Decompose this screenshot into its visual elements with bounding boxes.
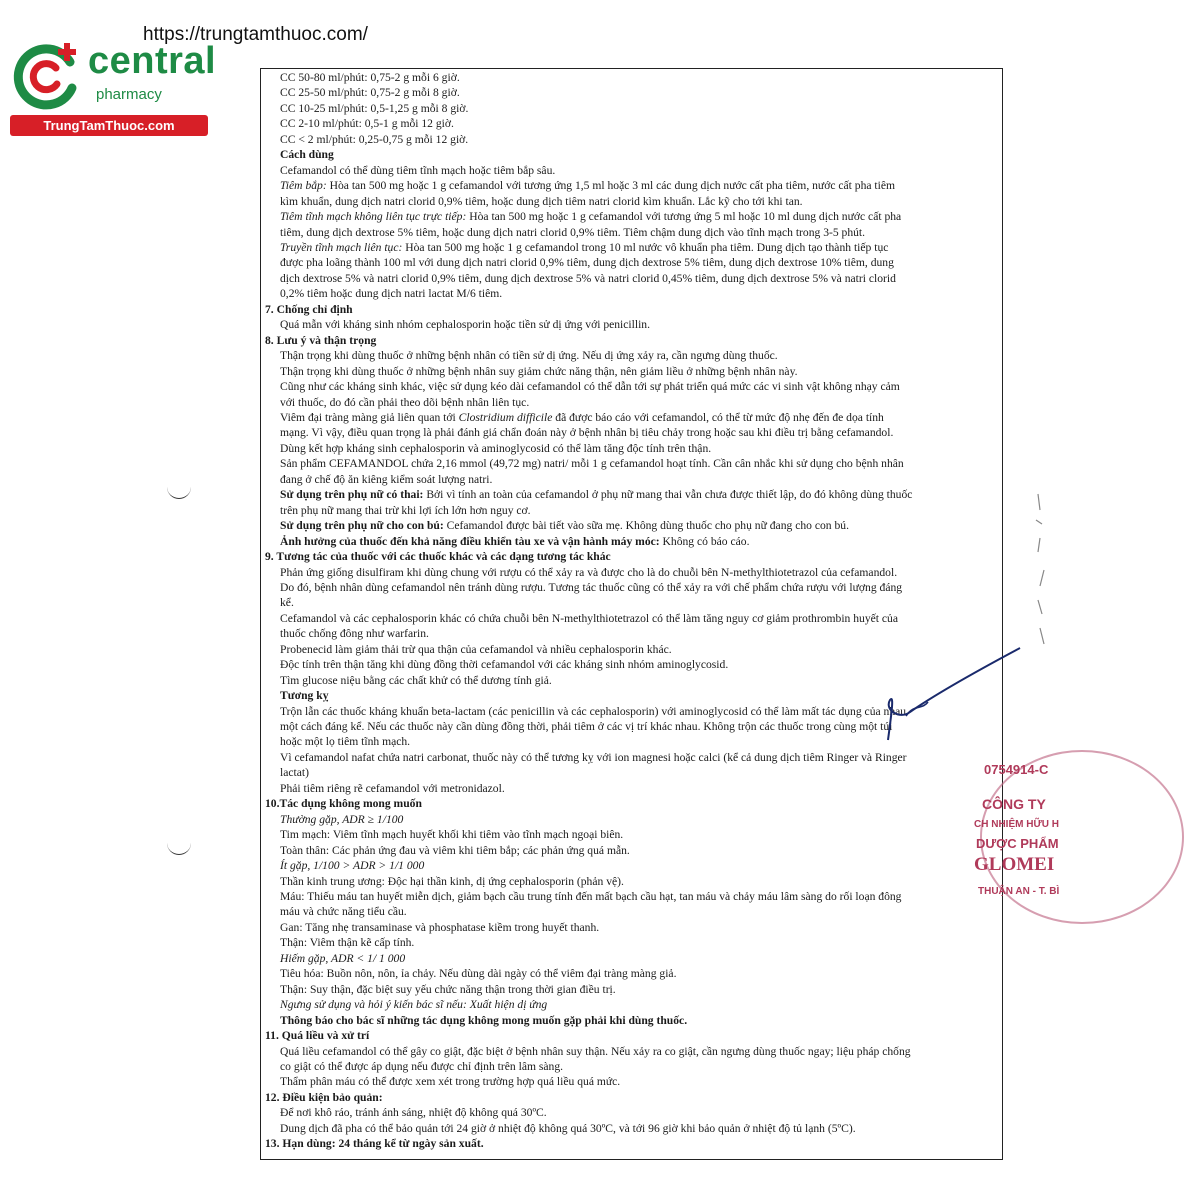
text-line: Phải tiêm riêng rẽ cefamandol với metronidazol. <box>280 781 505 795</box>
text-line: Sử dụng trên phụ nữ có thai: Bởi vì tính an toàn của cefamandol ở phụ nữ mang thai vẫn chưa được thiết lập, do đó không dùng thuốc <box>280 488 913 502</box>
text-line: CC 10-25 ml/phút: 0,5-1,25 g mỗi 8 giờ. <box>280 101 469 115</box>
text-line: mạng. Vì vậy, điều quan trọng là phải đánh giá chẩn đoán này ở bệnh nhân bị tiêu chảy trong hoặc sau khi điều trị bằng cefamandol. <box>280 426 894 440</box>
text-line: Thận trọng khi dùng thuốc ở những bệnh nhân suy giảm chức năng thận, nên giảm liều ở những bệnh nhân này. <box>280 364 798 378</box>
logo-brand-text: central <box>88 40 217 82</box>
stamp-line: DƯỢC PHẨM <box>976 836 1059 851</box>
text-line: dịch dextrose 5% và natri clorid 0,9% tiêm, dung dịch dextrose 5% và natri clorid 0,45% tiêm, dung dịch dextrose 5% và natri clorid <box>280 271 896 285</box>
text-line: Phản ứng giống disulfiram khi dùng chung với rượu có thể xảy ra và được cho là do chuỗi bên N-methylthiotetrazol của cefamandol. <box>280 565 898 579</box>
text-line: Viêm đại tràng màng giả liên quan tới Clostridium difficile đã được báo cáo với cefamandol, có thể từ mức độ nhẹ đến đe dọa tính <box>280 410 884 424</box>
frequency-label: Ít gặp, 1/100 > ADR > 1/1 000 <box>280 859 425 873</box>
text-line: máu và chức năng tiểu cầu. <box>280 905 407 919</box>
text-line: CC 2-10 ml/phút: 0,5-1 g mỗi 12 giờ. <box>280 117 454 131</box>
document-body <box>265 70 1001 1152</box>
text-line: Thẩm phân máu có thể được xem xét trong trường hợp quá liều quá mức. <box>280 1075 621 1089</box>
text-line: Quá liều cefamandol có thể gây co giật, đặc biệt ở bệnh nhân suy thận. Nếu xảy ra co giật, cần ngưng dùng thuốc ngay; liệu pháp chống <box>280 1044 911 1058</box>
subheading: Tương kỵ <box>280 689 329 703</box>
text-line: Cefamandol có thể dùng tiêm tĩnh mạch hoặc tiêm bắp sâu. <box>280 163 556 177</box>
text-line: Tim mạch: Viêm tĩnh mạch huyết khối khi tiêm vào tĩnh mạch ngoại biên. <box>280 828 624 842</box>
frequency-label: Thường gặp, ADR ≥ 1/100 <box>280 812 404 826</box>
text-line: Ngưng sử dụng và hỏi ý kiến bác sĩ nếu: Xuất hiện dị ứng <box>280 998 548 1012</box>
text-line: lactat) <box>280 766 309 780</box>
stamp-line: CÔNG TY <box>982 796 1046 812</box>
section-heading: 10.Tác dụng không mong muốn <box>265 797 422 811</box>
text-line: hoặc một lọ tiêm tĩnh mạch. <box>280 735 411 749</box>
company-stamp <box>970 740 1200 930</box>
text-line: trên phụ nữ mang thai trừ khi lợi ích lớn hơn nguy cơ. <box>280 503 531 517</box>
text-line: Thần kinh trung ương: Độc hại thần kinh, dị ứng cephalosporin (phản vệ). <box>280 874 624 888</box>
text-line: tiêm, dung dịch dextrose 5% tiêm, hoặc dung dịch natri clorid 0,9% tiêm. Tiêm chậm dung dịch vào tĩnh mạch trong 3-5 phút. <box>280 225 866 239</box>
text-line: Ảnh hưởng của thuốc đến khả năng điều khiển tàu xe và vận hành máy móc: Không có báo cáo. <box>280 534 750 548</box>
text-line: thuốc chống đông như warfarin. <box>280 627 429 641</box>
stamp-line: THUẬN AN - T. BÌ <box>978 886 1060 897</box>
text-line: được pha loãng thành 100 ml với dung dịch natri clorid 0,9% tiêm, dung dịch dextrose 5% tiêm, dung dịch dextrose 10% tiêm, dung <box>280 256 894 270</box>
text-line: với thuốc, do đó cần phải theo dõi bệnh nhân liên tục. <box>280 395 530 409</box>
section-heading: 11. Quá liều và xử trí <box>265 1029 370 1043</box>
text-line: Thận: Viêm thận kẽ cấp tính. <box>280 936 415 950</box>
text-line: co giật có thể được áp dụng nếu được chỉ định trên lâm sàng. <box>280 1060 564 1073</box>
stamp-line: CH NHIỆM HỮU H <box>974 819 1059 830</box>
text-line: Tiêm tĩnh mạch không liên tục trực tiếp: Hòa tan 500 mg hoặc 1 g cefamandol với tương ứng 5 ml hoặc 10 ml dung dịch nước cất pha <box>280 210 902 224</box>
text-line: Tiêu hóa: Buồn nôn, nôn, ỉa chảy. Nếu dùng dài ngày có thể viêm đại tràng màng giả. <box>280 967 677 981</box>
text-line: CC 50-80 ml/phút: 0,75-2 g mỗi 6 giờ. <box>280 71 460 84</box>
text-line: Gan: Tăng nhẹ transaminase và phosphatase kiềm trong huyết thanh. <box>280 920 600 934</box>
section-heading: 7. Chống chỉ định <box>265 302 353 316</box>
text-line: 0,2% tiêm hoặc dung dịch natri lactat M/6 tiêm. <box>280 287 503 301</box>
text-line: Dung dịch đã pha có thể bảo quản tới 24 giờ ở nhiệt độ không quá 30ºC, và tới 96 giờ khi bảo quản ở nhiệt độ tủ lạnh (5ºC). <box>280 1121 856 1135</box>
frequency-label: Hiếm gặp, ADR < 1/ 1 000 <box>280 951 406 965</box>
source-url[interactable]: https://trungtamthuoc.com/ <box>143 24 368 45</box>
binder-hole-mark <box>167 840 191 855</box>
text-line: Probenecid làm giảm thải trừ qua thận của cefamandol và nhiều cephalosporin khác. <box>280 642 672 656</box>
stamp-line: GLOMEI <box>974 854 1055 875</box>
signature-mark <box>870 640 1030 750</box>
text-line: đang ở chế độ ăn kiêng kiểm soát lượng natri. <box>280 472 493 486</box>
section-heading: 9. Tương tác của thuốc với các thuốc khác và các dạng tương tác khác <box>265 550 611 564</box>
text-line: Tìm glucose niệu bằng các chất khử có thể dương tính giả. <box>280 673 552 687</box>
text-line: Truyền tĩnh mạch liên tục: Hòa tan 500 mg hoặc 1 g cefamandol trong 10 ml nước vô khuẩn pha tiêm. Dung dịch tạo thành tiếp tục <box>280 240 889 254</box>
text-line: Thận trọng khi dùng thuốc ở những bệnh nhân có tiền sử dị ứng. Nếu dị ứng xảy ra, cần ngưng dùng thuốc. <box>280 349 778 363</box>
text-line: Độc tính trên thận tăng khi dùng đồng thời cefamandol với các kháng sinh nhóm aminoglycosid. <box>280 658 729 672</box>
text-line: kìm khuẩn, dung dịch natri clorid 0,9% tiêm, hoặc dung dịch tiêm natri clorid kìm khuẩn. Lắc kỹ cho tới khi tan. <box>280 194 803 208</box>
text-line: Máu: Thiếu máu tan huyết miễn dịch, giảm bạch cầu trung tính đến mất bạch cầu hạt, tan máu và chảy máu lâm sàng do rối loạn đông <box>280 890 902 904</box>
text-line: một cách đáng kể. Nếu các thuốc này cần dùng đồng thời, phải tiêm ở các vị trí khác nhau. Không trộn các thuốc trong cùng một túi <box>280 720 893 734</box>
text-line: Do đó, bệnh nhân dùng cefamandol nên tránh dùng rượu. Tương tác thuốc cũng có thể xảy ra với chế phẩm chứa rượu với lượng đáng <box>280 580 903 594</box>
logo-sub-text: pharmacy <box>96 86 162 103</box>
text-line: Sử dụng trên phụ nữ cho con bú: Cefamandol được bài tiết vào sữa mẹ. Không dùng thuốc cho phụ nữ đang cho con bú. <box>280 519 849 533</box>
text-line: Cefamandol và các cephalosporin khác có chứa chuỗi bên N-methylthiotetrazol có thể làm tăng nguy cơ giảm prothrombin huyết của <box>280 611 898 625</box>
subheading: Cách dùng <box>280 148 334 162</box>
text-line: Tiêm bắp: Hòa tan 500 mg hoặc 1 g cefamandol với tương ứng 1,5 ml hoặc 3 ml các dung dịch nước cất pha tiêm, nước cất pha tiêm <box>280 179 896 193</box>
section-heading: 8. Lưu ý và thận trọng <box>265 333 377 347</box>
text-line: CC 25-50 ml/phút: 0,75-2 g mỗi 8 giờ. <box>280 86 460 100</box>
section-heading: 13. Hạn dùng: 24 tháng kể từ ngày sản xuất. <box>265 1137 484 1151</box>
text-line: CC < 2 ml/phút: 0,25-0,75 g mỗi 12 giờ. <box>280 132 469 146</box>
text-line: Để nơi khô ráo, tránh ánh sáng, nhiệt độ không quá 30ºC. <box>280 1106 547 1120</box>
text-line: Vì cefamandol nafat chứa natri carbonat, thuốc này có thể tương kỵ với ion magnesi hoặc calci (kể cả dung dịch tiêm Ringer và Ringer <box>280 750 907 764</box>
edge-scan-marks <box>1028 490 1058 650</box>
pharmacy-cross-icon <box>10 38 86 114</box>
text-line: Toàn thân: Các phản ứng đau và viêm khi tiêm bắp; các phản ứng quá mẫn. <box>280 843 630 857</box>
text-line: Quá mẫn với kháng sinh nhóm cephalosporin hoặc tiền sử dị ứng với penicillin. <box>280 318 651 332</box>
section-heading: 12. Điều kiện bảo quản: <box>265 1090 383 1104</box>
text-line: Dùng kết hợp kháng sinh cephalosporin và aminoglycosid có thể làm tăng độc tính trên thận. <box>280 441 712 455</box>
stamp-number: 0754914-C <box>984 762 1049 777</box>
text-line: Thận: Suy thận, đặc biệt suy yếu chức năng thận trong thời gian điều trị. <box>280 982 616 996</box>
binder-hole-mark <box>167 484 191 499</box>
central-pharmacy-logo <box>10 36 215 136</box>
logo-banner: TrungTamThuoc.com <box>10 115 208 136</box>
text-line: Cũng như các kháng sinh khác, việc sử dụng kéo dài cefamandol có thể dẫn tới sự phát triển quá mức các vi sinh vật không nhạy cảm <box>280 380 900 394</box>
text-line: Sản phẩm CEFAMANDOL chứa 2,16 mmol (49,72 mg) natri/ mỗi 1 g cefamandol hoạt tính. Cần cân nhắc khi sử dụng cho bệnh nhân <box>280 457 904 471</box>
text-line: Thông báo cho bác sĩ những tác dụng không mong muốn gặp phải khi dùng thuốc. <box>280 1013 688 1027</box>
text-line: Trộn lẫn các thuốc kháng khuẩn beta-lactam (các penicillin và các cephalosporin) với aminoglycosid có thể làm mất tác dụng của nhau <box>280 704 907 718</box>
text-line: kể. <box>280 596 294 610</box>
